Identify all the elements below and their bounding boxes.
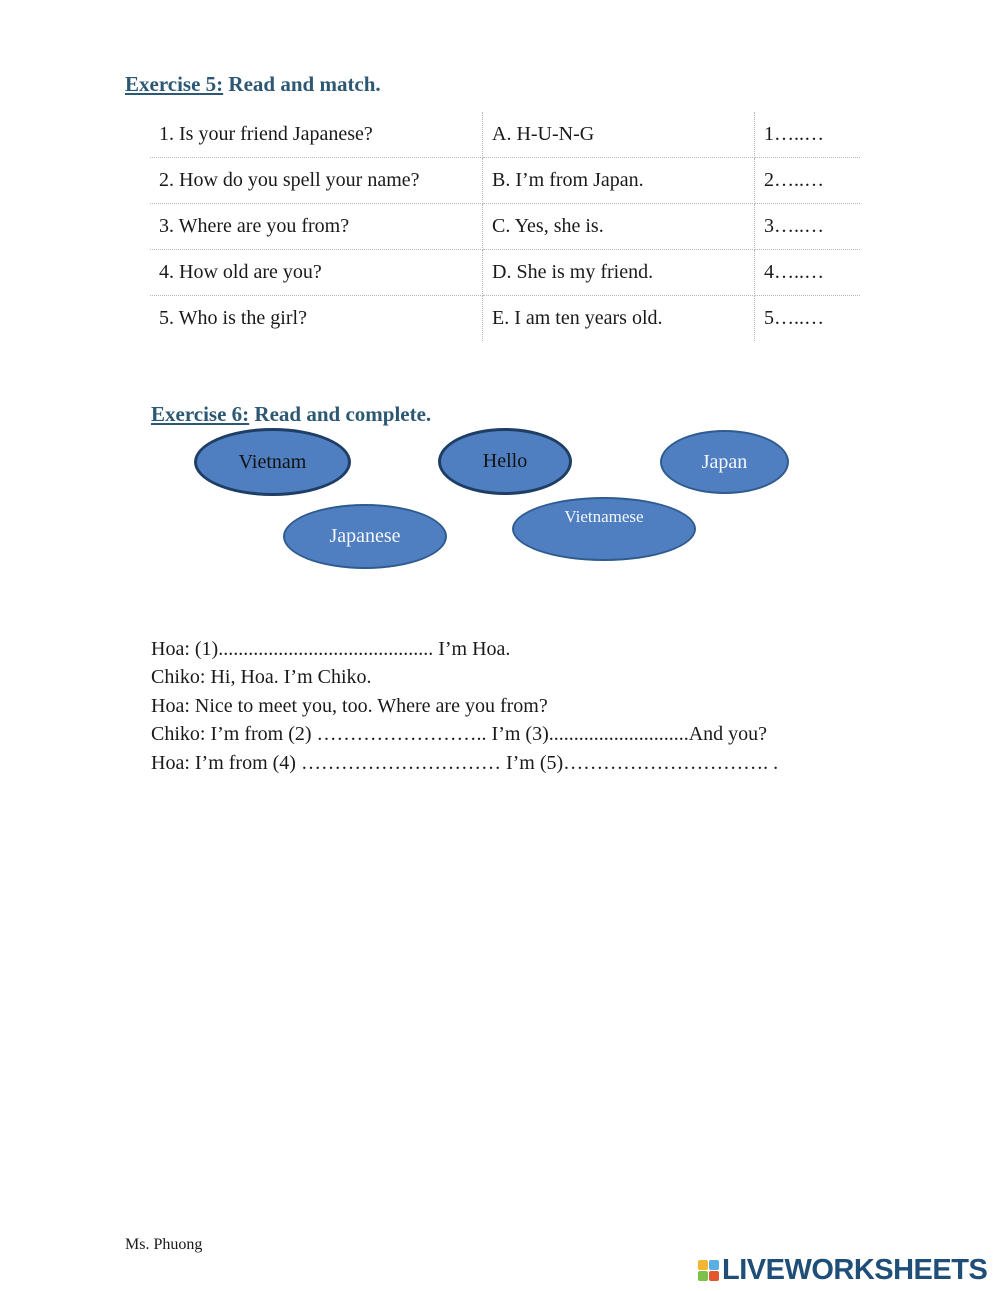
table-row: [150, 158, 860, 204]
answer-cell: B. I’m from Japan.: [483, 158, 755, 204]
exercise-5-label: Exercise 5:: [125, 72, 224, 96]
dialogue: [151, 635, 778, 777]
logo-square-icon: [709, 1271, 719, 1281]
dialogue-line-5: Hoa: I’m from (4) ………………………… I’m (5)…………………………. .: [151, 751, 779, 774]
answer-blank[interactable]: 5…..…: [764, 307, 824, 329]
matching-table: [150, 112, 860, 341]
logo-square-icon: [698, 1260, 708, 1270]
answer-blank[interactable]: 3…..…: [755, 204, 861, 250]
answer-cell: C. Yes, she is.: [483, 204, 755, 250]
dialogue-line-3: Hoa: Nice to meet you, too. Where are you from?: [151, 694, 548, 717]
word-bubble-japanese: Japanese: [283, 504, 447, 569]
dialogue-line-2: Chiko: Hi, Hoa. I’m Chiko.: [151, 666, 372, 689]
answer-blank[interactable]: 4…..…: [755, 250, 861, 296]
exercise-6-instruction: Read and complete.: [249, 402, 432, 426]
exercise-6-heading: [151, 402, 431, 427]
exercise-5-heading: [125, 72, 381, 97]
dialogue-line-4: Chiko: I’m from (2) …………………….. I’m (3)............................And you?: [151, 723, 768, 746]
question-cell: 5. Who is the girl?: [150, 296, 483, 342]
answer-cell: D. She is my friend.: [483, 250, 755, 296]
word-bubble-hello: Hello: [438, 428, 572, 495]
table-row: [150, 204, 860, 250]
answer-blank[interactable]: 1…..…: [755, 112, 861, 158]
table-row: [150, 296, 860, 342]
question-cell: 2. How do you spell your name?: [150, 158, 483, 204]
logo-square-icon: [698, 1271, 708, 1281]
word-bubble-vietnamese: Vietnamese: [512, 497, 696, 561]
table-row: [150, 112, 860, 158]
table-row: [150, 250, 860, 296]
exercise-6-label: Exercise 6:: [151, 402, 250, 426]
answer-blank[interactable]: 2…..…: [755, 158, 861, 204]
exercise-5-instruction: Read and match.: [223, 72, 381, 96]
liveworksheets-logo-icon: [698, 1260, 719, 1281]
question-cell: 1. Is your friend Japanese?: [150, 112, 483, 158]
brand-name: LIVEWORKSHEETS: [722, 1254, 988, 1286]
answer-cell: A. H-U-N-G: [483, 112, 755, 158]
word-bubble-japan: Japan: [660, 430, 789, 494]
answer-cell: E. I am ten years old.: [483, 296, 755, 342]
question-cell: 3. Where are you from?: [150, 204, 483, 250]
liveworksheets-brand: [698, 1254, 987, 1287]
footer-author: Ms. Phuong: [125, 1236, 203, 1253]
dialogue-line-1: Hoa: (1)........................................... I’m Hoa.: [151, 638, 511, 660]
question-cell: 4. How old are you?: [150, 250, 483, 296]
logo-square-icon: [709, 1260, 719, 1270]
word-bubble-vietnam: Vietnam: [194, 428, 351, 496]
